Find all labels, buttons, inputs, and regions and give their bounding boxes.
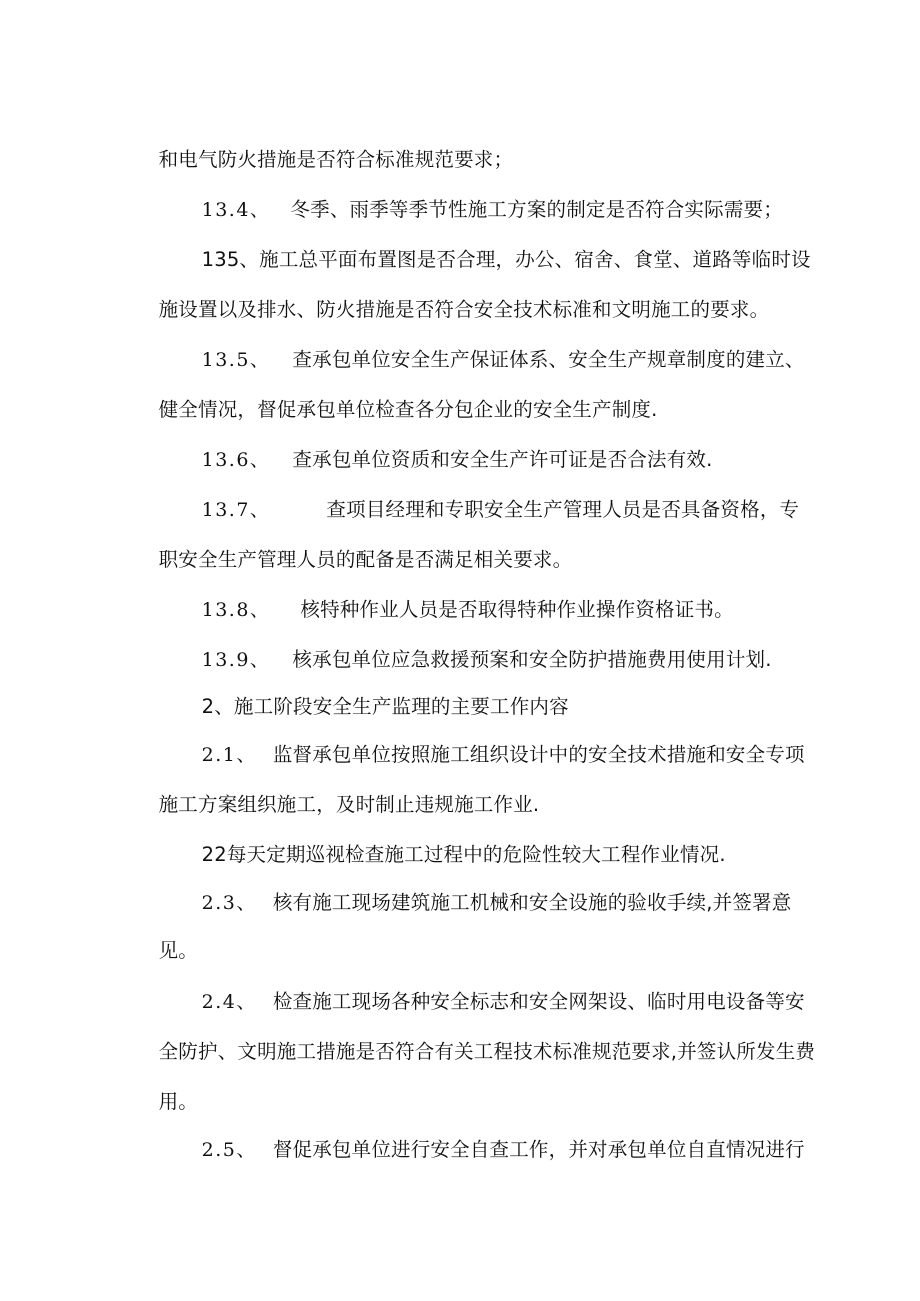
line-text: 用。 — [158, 1090, 199, 1113]
section-number: 2.3、 — [201, 892, 257, 914]
line-text: 见。 — [158, 939, 199, 962]
line-text: 135、施工总平面布置图是否合理，办公、宿舍、食堂、道路等临时设 — [201, 248, 811, 271]
line-text: 督促承包单位进行安全自查工作，并对承包单位自直情况进行 — [272, 1138, 805, 1161]
line-text: 健全情况，督促承包单位检查各分包企业的安全生产制度. — [158, 398, 658, 421]
section-number: 2.5、 — [201, 1139, 257, 1161]
line-text: 2、施工阶段安全生产监理的主要工作内容 — [201, 695, 569, 718]
paragraph-line — [176, 864, 791, 942]
paragraph-line — [176, 1111, 805, 1189]
section-number: 2.4、 — [201, 991, 257, 1013]
paragraph-line — [133, 1013, 815, 1091]
section-number: 13.6、 — [201, 449, 271, 471]
line-text: 核特种作业人员是否取得特种作业操作资格证书。 — [300, 598, 734, 621]
section-number: 13.9、 — [201, 649, 271, 671]
section-number: 2.1、 — [201, 744, 257, 766]
section-number: 13.8、 — [201, 599, 271, 621]
line-text: 查承包单位安全生产保证体系、安全生产规章制度的建立、 — [292, 348, 805, 371]
line-text: 职安全生产管理人员的配备是否满足相关要求。 — [158, 548, 573, 571]
line-text: 检查施工现场各种安全标志和安全网架设、临时用电设备等安 — [272, 990, 805, 1013]
line-text: 全防护、文明施工措施是否符合有关工程技术标准规范要求,并签认所发生费 — [158, 1040, 816, 1063]
line-text: 冬季、雨季等季节性施工方案的制定是否符合实际需要； — [290, 198, 783, 221]
line-text: 监督承包单位按照施工组织设计中的安全技术措施和安全专项 — [272, 743, 805, 766]
section-number: 13.7、 — [201, 499, 271, 521]
line-text: 22每天定期巡视检查施工过程中的危险性较大工程作业情况. — [201, 843, 726, 866]
line-text: 查项目经理和专职安全生产管理人员是否具备资格，专 — [326, 498, 800, 521]
line-text: 施设置以及排水、防火措施是否符合安全技术标准和文明施工的要求。 — [158, 298, 770, 321]
line-text: 核有施工现场建筑施工机械和安全设施的验收手续,并签署意 — [272, 891, 792, 914]
line-text: 施工方案组织施工，及时制止违规施工作业. — [158, 793, 540, 816]
line-text: 核承包单位应急救援预案和安全防护措施费用使用计划. — [292, 648, 772, 671]
section-number: 13.4、 — [201, 199, 271, 221]
section-number: 13.5、 — [201, 349, 271, 371]
line-text: 查承包单位资质和安全生产许可证是否合法有效. — [292, 448, 713, 471]
line-text: 和电气防火措施是否符合标准规范要求； — [158, 148, 514, 171]
